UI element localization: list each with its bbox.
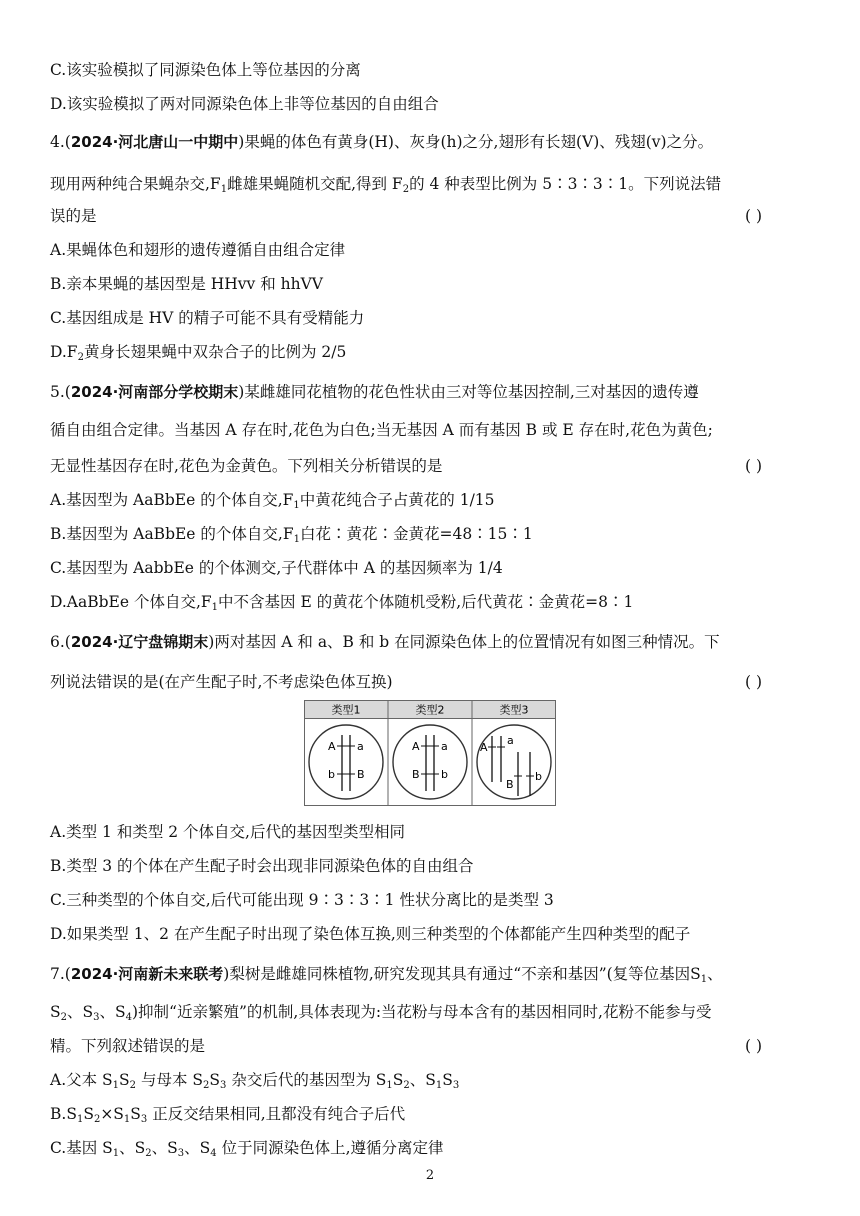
header-type3: 类型3 bbox=[499, 703, 529, 717]
q5-option-a: A.基因型为 AaBbEe 的个体自交$,F_1$中黄花纯合子占黄花的 1/15 bbox=[50, 491, 495, 511]
q4-option-b: B.亲本果蝇的基因型是 HHvv 和 hhVV bbox=[50, 275, 323, 293]
q4-stem-line2: 现用两种纯合果蝇杂交$,F_1$雌雄果蝇随机交配,得到 $F_2$的 4 种表型比例为 5∶3∶3∶1。下列说法错 bbox=[50, 175, 722, 195]
allele-label: a bbox=[441, 740, 448, 753]
chromosome-types-figure bbox=[304, 700, 556, 806]
q4-stem-line3: 误的是 ( ) bbox=[50, 204, 812, 228]
q7-option-a: A.父本 $S_1S_2$ 与母本 $S_2S_3$ 杂交后代的基因型为 $S_1S_2$、$S_1S_3$ bbox=[50, 1071, 460, 1091]
answer-paren: ( ) bbox=[744, 457, 762, 475]
allele-label: b bbox=[535, 770, 542, 783]
answer-paren: ( ) bbox=[744, 673, 762, 691]
page-number: 2 bbox=[425, 1168, 435, 1183]
q7-option-c: C.基因 $S_1$、$S_2$、$S_3$、$S_4$ 位于同源染色体上,遵循分离定律 bbox=[50, 1139, 444, 1159]
q7-stem-line2: $S_2$、$S_3$、$S_4$)抑制“近亲繁殖”的机制,具体表现为:当花粉与母本含有的基因相同时,花粉不能参与受 bbox=[50, 1003, 712, 1023]
q6-option-b: B.类型 3 的个体在产生配子时会出现非同源染色体的自由组合 bbox=[50, 857, 474, 875]
allele-label: B bbox=[357, 768, 365, 781]
answer-paren: ( ) bbox=[744, 1037, 762, 1055]
q5-option-d: D.AaBbEe 个体自交$,F_1$中不含基因 E 的黄花个体随机受粉,后代黄花∶金黄花=8∶1 bbox=[50, 593, 634, 613]
q7-option-b: $B.S_1S_2\times S_1S_3$ 正反交结果相同,且都没有纯合子后代 bbox=[50, 1105, 406, 1125]
q5-option-b: B.基因型为 AaBbEe 的个体自交$,F_1$白花∶黄花∶金黄花=48∶15∶1 bbox=[50, 525, 533, 545]
q7-source: 2024·河南新未来联考 bbox=[70, 965, 224, 983]
allele-label: a bbox=[507, 734, 514, 747]
allele-label: B bbox=[506, 778, 514, 791]
q5-stem-line2: 循自由组合定律。当基因 A 存在时,花色为白色;当无基因 A 而有基因 B 或 E 存在时,花色为黄色; bbox=[50, 421, 713, 439]
q4-option-a: A.果蝇体色和翅形的遗传遵循自由组合定律 bbox=[50, 241, 346, 259]
q6-stem-line2: 列说法错误的是(在产生配子时,不考虑染色体互换) ( ) bbox=[50, 670, 812, 694]
q5-source: 2024·河南部分学校期末 bbox=[70, 383, 239, 401]
option-c-prev: C.该实验模拟了同源染色体上等位基因的分离 bbox=[50, 61, 361, 79]
allele-label: B bbox=[412, 768, 420, 781]
allele-label: a bbox=[357, 740, 364, 753]
q6-source: 2024·辽宁盘锦期末 bbox=[70, 633, 209, 651]
q4-option-d: $D.F_2$黄身长翅果蝇中双杂合子的比例为 2/5 bbox=[50, 343, 347, 363]
allele-label: A bbox=[412, 740, 420, 753]
q6-stem-line1: 6.(2024·辽宁盘锦期末)两对基因 A 和 a、B 和 b 在同源染色体上的位置情况有如图三种情况。下 bbox=[50, 633, 720, 651]
option-d-prev: D.该实验模拟了两对同源染色体上非等位基因的自由组合 bbox=[50, 95, 439, 113]
q7-stem-line3: 精。下列叙述错误的是 ( ) bbox=[50, 1034, 812, 1058]
q4-option-c: C.基因组成是 HV 的精子可能不具有受精能力 bbox=[50, 309, 365, 327]
q6-option-c: C.三种类型的个体自交,后代可能出现 9∶3∶3∶1 性状分离比的是类型 3 bbox=[50, 891, 554, 909]
header-type2: 类型2 bbox=[415, 703, 445, 717]
answer-paren: ( ) bbox=[744, 207, 762, 225]
q6-option-a: A.类型 1 和类型 2 个体自交,后代的基因型类型相同 bbox=[50, 823, 405, 841]
header-type1: 类型1 bbox=[331, 703, 361, 717]
q5-stem-line1: 5.(2024·河南部分学校期末)某雌雄同花植物的花色性状由三对等位基因控制,三对基因的遗传遵 bbox=[50, 383, 699, 401]
q4-stem-line1: 4.(2024·河北唐山一中期中)果蝇的体色有黄身(H)、灰身(h)之分,翅形有长翅(V)、残翅(v)之分。 bbox=[50, 133, 714, 151]
q5-stem-line3: 无显性基因存在时,花色为金黄色。下列相关分析错误的是 ( ) bbox=[50, 454, 812, 478]
allele-label: A bbox=[480, 741, 488, 754]
allele-label: A bbox=[328, 740, 336, 753]
allele-label: b bbox=[328, 768, 335, 781]
q6-option-d: D.如果类型 1、2 在产生配子时出现了染色体互换,则三种类型的个体都能产生四种类型的配子 bbox=[50, 925, 691, 943]
q5-option-c: C.基因型为 AabbEe 的个体测交,子代群体中 A 的基因频率为 1/4 bbox=[50, 559, 503, 577]
q7-stem-line1: 7.(2024·河南新未来联考)梨树是雌雄同株植物,研究发现其具有通过“不亲和基因”(复等位基因$S_1$、 bbox=[50, 965, 723, 985]
allele-label: b bbox=[441, 768, 448, 781]
q4-source: 2024·河北唐山一中期中 bbox=[70, 133, 239, 151]
